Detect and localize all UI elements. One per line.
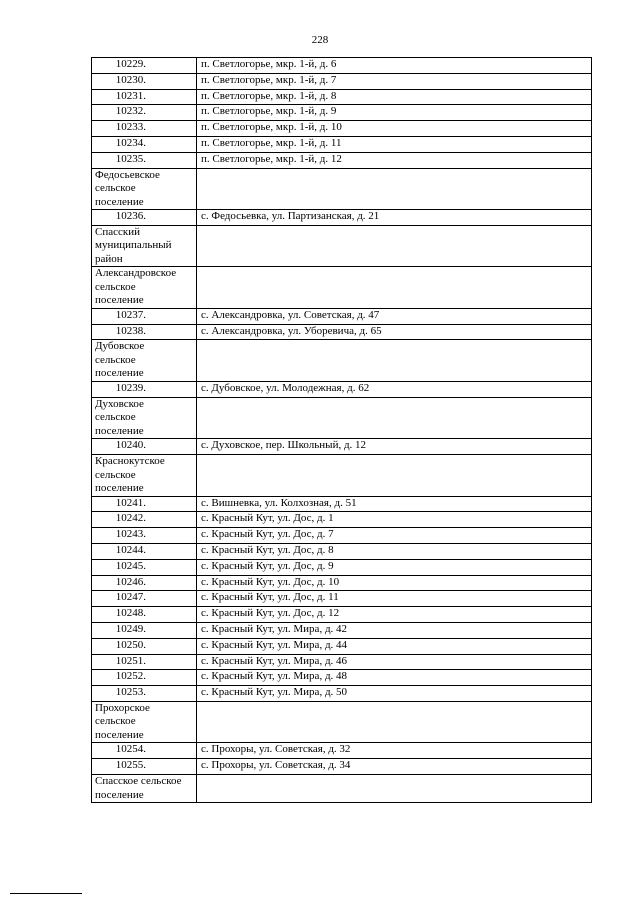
row-number: 10249. <box>92 622 197 638</box>
table-row <box>92 105 592 121</box>
row-address: с. Дубовское, ул. Молодежная, д. 62 <box>197 381 592 397</box>
row-number: 10244. <box>92 543 197 559</box>
row-number: 10234. <box>92 136 197 152</box>
row-number: 10231. <box>92 89 197 105</box>
group-title-line: район <box>95 252 123 265</box>
row-number: 10245. <box>92 559 197 575</box>
group-title-line: сельское <box>95 715 136 728</box>
group-header-row <box>92 168 592 210</box>
table-row <box>92 743 592 759</box>
table-row <box>92 308 592 324</box>
row-address: с. Красный Кут, ул. Дос, д. 1 <box>197 512 592 528</box>
row-number: 10240. <box>92 439 197 455</box>
empty-cell <box>197 455 592 497</box>
table-row <box>92 575 592 591</box>
group-title-line: поселение <box>95 728 144 741</box>
group-title <box>92 701 197 743</box>
group-title-line: поселение <box>95 788 144 801</box>
row-number: 10241. <box>92 496 197 512</box>
table-row <box>92 528 592 544</box>
group-title-line: поселение <box>95 424 144 437</box>
row-number: 10237. <box>92 308 197 324</box>
group-title-line: сельское <box>95 280 136 293</box>
group-title-line: сельское <box>95 353 136 366</box>
table-row <box>92 210 592 226</box>
row-number: 10236. <box>92 210 197 226</box>
table-row <box>92 654 592 670</box>
row-number: 10229. <box>92 58 197 74</box>
row-address: с. Красный Кут, ул. Дос, д. 7 <box>197 528 592 544</box>
address-table <box>91 57 592 803</box>
group-header-row <box>92 340 592 382</box>
row-number: 10243. <box>92 528 197 544</box>
table-row <box>92 121 592 137</box>
row-address: с. Александровка, ул. Советская, д. 47 <box>197 308 592 324</box>
group-title-line: Дубовское <box>95 340 145 353</box>
row-number: 10248. <box>92 607 197 623</box>
row-address: п. Светлогорье, мкр. 1-й, д. 12 <box>197 152 592 168</box>
group-header-row <box>92 225 592 267</box>
footnote-rule <box>10 893 82 894</box>
row-address: с. Красный Кут, ул. Дос, д. 10 <box>197 575 592 591</box>
row-number: 10247. <box>92 591 197 607</box>
empty-cell <box>197 701 592 743</box>
group-title <box>92 397 197 439</box>
group-title-line: муниципальный <box>95 239 172 252</box>
table-row <box>92 559 592 575</box>
empty-cell <box>197 397 592 439</box>
group-title-line: Краснокутское <box>95 455 165 468</box>
table-row <box>92 638 592 654</box>
table-row <box>92 89 592 105</box>
address-table-body <box>92 58 592 803</box>
table-row <box>92 496 592 512</box>
table-row <box>92 622 592 638</box>
row-address: п. Светлогорье, мкр. 1-й, д. 6 <box>197 58 592 74</box>
row-address: с. Красный Кут, ул. Дос, д. 8 <box>197 543 592 559</box>
group-title-line: Духовское <box>95 397 144 410</box>
row-number: 10255. <box>92 759 197 775</box>
row-address: с. Красный Кут, ул. Мира, д. 42 <box>197 622 592 638</box>
row-number: 10235. <box>92 152 197 168</box>
group-title <box>92 775 197 803</box>
row-number: 10239. <box>92 381 197 397</box>
table-row <box>92 543 592 559</box>
empty-cell <box>197 340 592 382</box>
row-number: 10238. <box>92 324 197 340</box>
table-row <box>92 324 592 340</box>
empty-cell <box>197 267 592 309</box>
table-row <box>92 136 592 152</box>
row-address: с. Красный Кут, ул. Мира, д. 50 <box>197 686 592 702</box>
group-title-line: сельское <box>95 468 136 481</box>
row-address: с. Александровка, ул. Уборевича, д. 65 <box>197 324 592 340</box>
group-header-row <box>92 397 592 439</box>
group-title-line: Федосьевское <box>95 168 160 181</box>
row-number: 10230. <box>92 73 197 89</box>
row-number: 10250. <box>92 638 197 654</box>
group-title-line: сельское <box>95 411 136 424</box>
row-number: 10233. <box>92 121 197 137</box>
row-address: п. Светлогорье, мкр. 1-й, д. 9 <box>197 105 592 121</box>
empty-cell <box>197 225 592 267</box>
row-address: с. Красный Кут, ул. Дос, д. 12 <box>197 607 592 623</box>
group-header-row <box>92 701 592 743</box>
table-row <box>92 512 592 528</box>
row-number: 10252. <box>92 670 197 686</box>
table-row <box>92 381 592 397</box>
row-address: п. Светлогорье, мкр. 1-й, д. 8 <box>197 89 592 105</box>
group-title <box>92 455 197 497</box>
empty-cell <box>197 168 592 210</box>
row-address: п. Светлогорье, мкр. 1-й, д. 7 <box>197 73 592 89</box>
group-title-line: Александровское <box>95 267 177 280</box>
group-title <box>92 168 197 210</box>
page-number: 228 <box>311 34 329 46</box>
table-row <box>92 607 592 623</box>
group-title-line: поселение <box>95 482 144 495</box>
group-title-line: сельское <box>95 182 136 195</box>
row-address: с. Красный Кут, ул. Мира, д. 46 <box>197 654 592 670</box>
table-row <box>92 759 592 775</box>
row-number: 10254. <box>92 743 197 759</box>
group-title-line: Спасский <box>95 225 140 238</box>
group-title <box>92 225 197 267</box>
group-title <box>92 267 197 309</box>
empty-cell <box>197 775 592 803</box>
row-number: 10251. <box>92 654 197 670</box>
row-address: с. Духовское, пер. Школьный, д. 12 <box>197 439 592 455</box>
row-address: с. Прохоры, ул. Советская, д. 34 <box>197 759 592 775</box>
group-title-line: поселение <box>95 367 144 380</box>
row-number: 10246. <box>92 575 197 591</box>
table-row <box>92 686 592 702</box>
group-title-line: поселение <box>95 294 144 307</box>
row-address: с. Красный Кут, ул. Дос, д. 11 <box>197 591 592 607</box>
table-row <box>92 439 592 455</box>
row-address: п. Светлогорье, мкр. 1-й, д. 11 <box>197 136 592 152</box>
row-number: 10253. <box>92 686 197 702</box>
row-address: с. Вишневка, ул. Колхозная, д. 51 <box>197 496 592 512</box>
group-header-row <box>92 775 592 803</box>
group-title-line: Спасское сельское <box>95 775 182 788</box>
row-address: п. Светлогорье, мкр. 1-й, д. 10 <box>197 121 592 137</box>
table-row <box>92 152 592 168</box>
group-title <box>92 340 197 382</box>
row-address: с. Прохоры, ул. Советская, д. 32 <box>197 743 592 759</box>
row-number: 10232. <box>92 105 197 121</box>
row-address: с. Красный Кут, ул. Дос, д. 9 <box>197 559 592 575</box>
table-row <box>92 670 592 686</box>
group-title-line: поселение <box>95 195 144 208</box>
table-row <box>92 591 592 607</box>
table-row <box>92 58 592 74</box>
row-address: с. Федосьевка, ул. Партизанская, д. 21 <box>197 210 592 226</box>
row-number: 10242. <box>92 512 197 528</box>
row-address: с. Красный Кут, ул. Мира, д. 44 <box>197 638 592 654</box>
group-title-line: Прохорское <box>95 701 150 714</box>
group-header-row <box>92 267 592 309</box>
row-address: с. Красный Кут, ул. Мира, д. 48 <box>197 670 592 686</box>
table-row <box>92 73 592 89</box>
group-header-row <box>92 455 592 497</box>
